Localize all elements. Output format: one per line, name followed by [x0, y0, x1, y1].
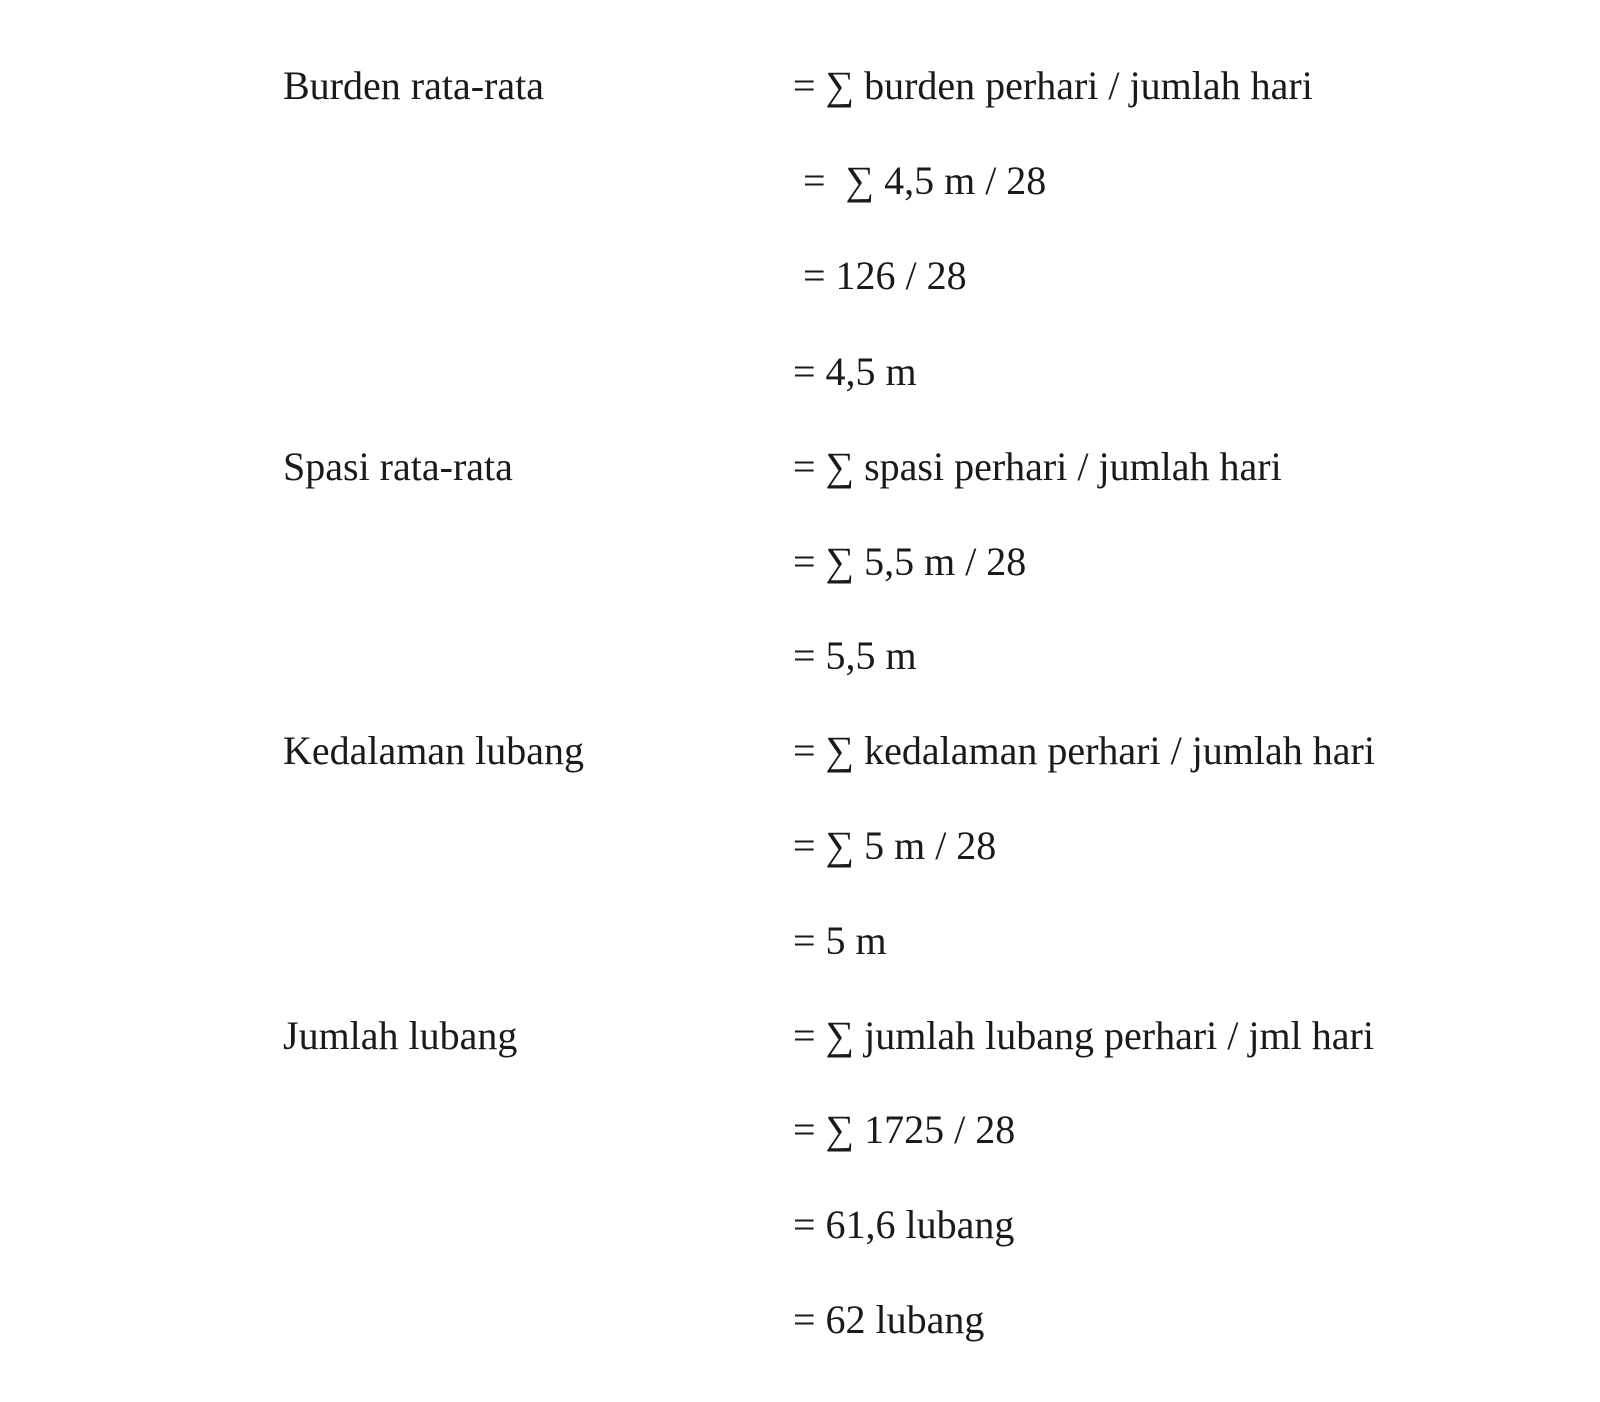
jumlah-result: = 62 lubang [793, 1297, 985, 1342]
burden-sum: = 126 / 28 [793, 253, 967, 298]
kedalaman-substitution: = ∑ 5 m / 28 [793, 823, 997, 868]
burden-substitution: = ∑ 4,5 m / 28 [793, 158, 1047, 203]
kedalaman-formula: = ∑ kedalaman perhari / jumlah hari [793, 728, 1375, 773]
jumlah-label: Jumlah lubang [283, 1013, 518, 1058]
burden-result: = 4,5 m [793, 349, 917, 394]
jumlah-intermediate: = 61,6 lubang [793, 1202, 1015, 1247]
jumlah-substitution: = ∑ 1725 / 28 [793, 1107, 1016, 1152]
burden-label: Burden rata-rata [283, 63, 544, 108]
spasi-label: Spasi rata-rata [283, 444, 513, 489]
spasi-substitution: = ∑ 5,5 m / 28 [793, 539, 1027, 584]
kedalaman-label: Kedalaman lubang [283, 728, 584, 773]
kedalaman-result: = 5 m [793, 918, 887, 963]
burden-formula: = ∑ burden perhari / jumlah hari [793, 63, 1313, 108]
spasi-formula: = ∑ spasi perhari / jumlah hari [793, 444, 1282, 489]
jumlah-formula: = ∑ jumlah lubang perhari / jml hari [793, 1013, 1374, 1058]
spasi-result: = 5,5 m [793, 633, 917, 678]
